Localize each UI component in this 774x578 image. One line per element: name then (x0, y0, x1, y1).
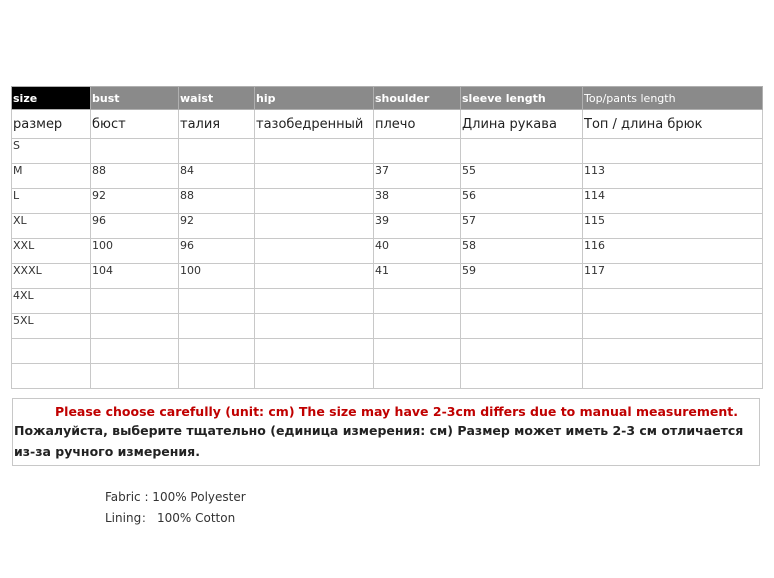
header-ru-cell: Длина рукава (461, 110, 583, 139)
header-ru-cell: талия (179, 110, 255, 139)
measurement-cell (255, 289, 374, 314)
table-row (12, 139, 763, 164)
measurement-cell (583, 139, 763, 164)
measurement-cell: 88 (179, 189, 255, 214)
measurement-cell: 40 (374, 239, 461, 264)
table-row (12, 239, 763, 264)
measurement-cell (583, 289, 763, 314)
empty-cell (12, 339, 91, 364)
measurement-cell: 38 (374, 189, 461, 214)
empty-cell (91, 364, 179, 389)
table-row (12, 189, 763, 214)
measurement-cell (255, 264, 374, 289)
measurement-cell (583, 314, 763, 339)
table-row (12, 264, 763, 289)
header-cell: hip (255, 87, 374, 110)
measurement-cell (255, 164, 374, 189)
measurement-cell (461, 139, 583, 164)
measurement-cell (255, 214, 374, 239)
measurement-cell: 92 (91, 189, 179, 214)
size-cell: 4XL (12, 289, 91, 314)
measurement-cell (179, 314, 255, 339)
empty-row (12, 364, 763, 389)
lining-line: Lining： 100% Cotton (105, 511, 236, 525)
empty-cell (461, 364, 583, 389)
measurement-cell (179, 289, 255, 314)
empty-cell (374, 339, 461, 364)
size-cell: S (12, 139, 91, 164)
empty-cell (583, 364, 763, 389)
measurement-cell (255, 314, 374, 339)
empty-cell (461, 339, 583, 364)
header-cell: shoulder (374, 87, 461, 110)
note-english: Please choose carefully (unit: cm) The size may have 2-3cm differs due to manual measurement. (55, 404, 738, 419)
measurement-cell (91, 289, 179, 314)
header-ru-cell: Топ / длина брюк (583, 110, 763, 139)
table-row (12, 314, 763, 339)
measurement-cell: 114 (583, 189, 763, 214)
size-cell: 5XL (12, 314, 91, 339)
measurement-cell: 116 (583, 239, 763, 264)
size-cell: M (12, 164, 91, 189)
measurement-cell: 56 (461, 189, 583, 214)
measurement-cell: 84 (179, 164, 255, 189)
empty-row (12, 339, 763, 364)
measurement-cell (255, 139, 374, 164)
empty-cell (179, 364, 255, 389)
header-cell: sleeve length (461, 87, 583, 110)
measurement-cell (179, 139, 255, 164)
measurement-cell: 37 (374, 164, 461, 189)
header-cell: bust (91, 87, 179, 110)
measurement-cell: 39 (374, 214, 461, 239)
empty-cell (255, 364, 374, 389)
measurement-cell (374, 289, 461, 314)
header-ru-cell: тазобедренный (255, 110, 374, 139)
header-row-ru (12, 110, 763, 139)
empty-cell (583, 339, 763, 364)
measurement-cell (374, 314, 461, 339)
measurement-cell: 96 (91, 214, 179, 239)
measurement-cell (255, 189, 374, 214)
empty-cell (91, 339, 179, 364)
header-ru-cell: плечо (374, 110, 461, 139)
fabric-line: Fabric : 100% Polyester (105, 490, 246, 504)
size-chart-table (11, 86, 763, 389)
measurement-cell (91, 314, 179, 339)
table-row (12, 164, 763, 189)
empty-cell (255, 339, 374, 364)
measurement-note (12, 398, 760, 466)
measurement-cell: 88 (91, 164, 179, 189)
measurement-cell: 41 (374, 264, 461, 289)
measurement-cell (91, 139, 179, 164)
size-cell: XXL (12, 239, 91, 264)
empty-cell (374, 364, 461, 389)
measurement-cell (461, 314, 583, 339)
measurement-cell: 96 (179, 239, 255, 264)
size-cell: XL (12, 214, 91, 239)
header-cell: Top/pants length (583, 87, 763, 110)
note-russian: Пожалуйста, выберите тщательно (единица измерения: см) Размер может иметь 2-3 см отличается из-за ручного измерения. (14, 423, 744, 459)
measurement-cell: 117 (583, 264, 763, 289)
header-cell: size (12, 87, 91, 110)
header-ru-cell: размер (12, 110, 91, 139)
measurement-cell (461, 289, 583, 314)
measurement-cell: 113 (583, 164, 763, 189)
empty-cell (179, 339, 255, 364)
measurement-cell: 100 (91, 239, 179, 264)
size-cell: XXXL (12, 264, 91, 289)
measurement-cell: 104 (91, 264, 179, 289)
fabric-info (105, 487, 246, 529)
header-ru-cell: бюст (91, 110, 179, 139)
size-cell: L (12, 189, 91, 214)
empty-cell (12, 364, 91, 389)
measurement-cell: 57 (461, 214, 583, 239)
measurement-cell (374, 139, 461, 164)
measurement-cell: 92 (179, 214, 255, 239)
table-row (12, 214, 763, 239)
header-row-en (12, 87, 763, 110)
measurement-cell: 59 (461, 264, 583, 289)
measurement-cell: 58 (461, 239, 583, 264)
measurement-cell: 55 (461, 164, 583, 189)
table-row (12, 289, 763, 314)
measurement-cell (255, 239, 374, 264)
header-cell: waist (179, 87, 255, 110)
measurement-cell: 115 (583, 214, 763, 239)
measurement-cell: 100 (179, 264, 255, 289)
